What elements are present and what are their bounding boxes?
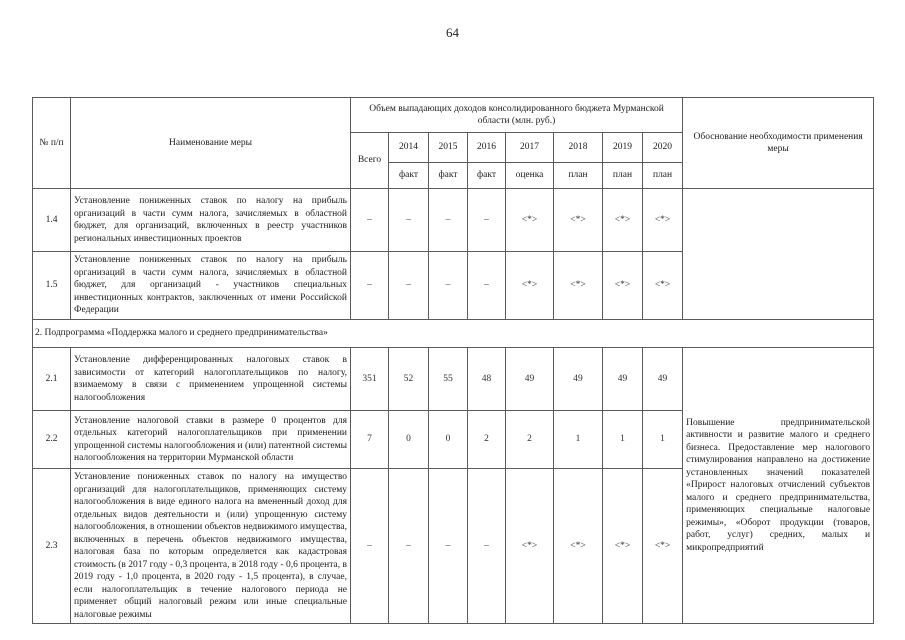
value-cell: 0: [429, 411, 468, 469]
value-cell: <*>: [643, 252, 683, 320]
value-cell: –: [351, 252, 389, 320]
value-cell: <*>: [603, 252, 643, 320]
value-cell: –: [351, 469, 389, 624]
row-number: 1.4: [33, 189, 71, 252]
header-year: 2017: [506, 133, 554, 163]
justification-cell-empty: [683, 189, 874, 320]
value-cell: <*>: [643, 469, 683, 624]
justification-text: Повышение предпринимательской активности и развитие малого и среднего бизнеса. Предоставление мер налогового стимулирования направлено на достижение установленных значений показателей «Прирост налоговых отчислений субъектов малого и среднего предпринимательства, применяющих специальные налоговые режимы», «Оборот продукции (товаров, работ, услуг) средних, малых и микропредприятий: [683, 348, 874, 624]
value-cell: 49: [506, 348, 554, 411]
value-cell: <*>: [506, 189, 554, 252]
header-year-type: факт: [429, 163, 468, 189]
value-cell: –: [389, 469, 429, 624]
table-row: [33, 189, 874, 252]
section-row: [33, 320, 874, 348]
header-year: 2015: [429, 133, 468, 163]
value-cell: 1: [603, 411, 643, 469]
value-cell: 2: [506, 411, 554, 469]
header-col-num: № п/п: [33, 98, 71, 189]
value-cell: –: [389, 252, 429, 320]
value-cell: 55: [429, 348, 468, 411]
value-cell: –: [468, 469, 506, 624]
value-cell: 49: [643, 348, 683, 411]
value-cell: –: [429, 469, 468, 624]
value-cell: <*>: [554, 189, 603, 252]
row-number: 1.5: [33, 252, 71, 320]
measure-name: Установление пониженных ставок по налогу на прибыль организаций в части сумм налога, зачисляемых в областной бюджет, для организаций - участников специальных инвестиционных контрактов, заключенных от имени Российской Федерации: [71, 252, 351, 320]
value-cell: 48: [468, 348, 506, 411]
value-cell: –: [468, 252, 506, 320]
header-year: 2018: [554, 133, 603, 163]
measures-table: [32, 97, 874, 624]
measure-name: Установление налоговой ставки в размере 0 процентов для отдельных категорий налогоплательщиков при применении упрощенной системы налогообложения и (или) патентной системы налогообложения на территории Мурманской области: [71, 411, 351, 469]
value-cell: –: [429, 189, 468, 252]
value-cell: 52: [389, 348, 429, 411]
value-cell: 1: [554, 411, 603, 469]
measure-name: Установление дифференцированных налоговых ставок в зависимости от категорий налогоплательщиков по налогу, взимаемому в связи с применением упрощенной системы налогообложения: [71, 348, 351, 411]
value-cell: 49: [603, 348, 643, 411]
header-year: 2016: [468, 133, 506, 163]
measure-name: Установление пониженных ставок по налогу на имущество организаций для налогоплательщиков, применяющих систему налогообложения в виде единого налога на вмененный доход для отдельных видов деятельности и (или) упрощенную систему налогообложения, в отношении объектов недвижимого имущества, включенных в перечень объектов недвижимого имущества, налоговая база по которым определяется как кадастровая стоимость (в 2017 году - 0,3 процента, в 2018 году - 0,6 процента, в 2019 году - 1,0 процента, в 2020 году - 1,5 процента), в случае, если налогоплательщик в течение налогового периода не применяет общий налоговый режим или иные специальные налоговые режимы: [71, 469, 351, 624]
header-col-total: Всего: [351, 133, 389, 189]
value-cell: –: [468, 189, 506, 252]
value-cell: <*>: [554, 469, 603, 624]
value-cell: –: [351, 189, 389, 252]
value-cell: 351: [351, 348, 389, 411]
value-cell: <*>: [554, 252, 603, 320]
value-cell: <*>: [506, 469, 554, 624]
value-cell: 7: [351, 411, 389, 469]
value-cell: <*>: [643, 189, 683, 252]
table-row: [33, 348, 874, 411]
header-year-type: план: [603, 163, 643, 189]
header-year-type: план: [643, 163, 683, 189]
value-cell: <*>: [603, 189, 643, 252]
value-cell: <*>: [603, 469, 643, 624]
page-number: 64: [446, 25, 459, 40]
header-year-type: факт: [389, 163, 429, 189]
value-cell: –: [429, 252, 468, 320]
measure-name: Установление пониженных ставок по налогу на прибыль организаций в части сумм налога, зачисляемых в областной бюджет, для организаций, включенных в реестр участников региональных инвестиционных проектов: [71, 189, 351, 252]
header-col-volume: Объем выпадающих доходов консолидированного бюджета Мурманской области (млн. руб.): [351, 98, 683, 133]
header-year: 2019: [603, 133, 643, 163]
value-cell: 2: [468, 411, 506, 469]
value-cell: 1: [643, 411, 683, 469]
header-year: 2014: [389, 133, 429, 163]
header-year-type: оценка: [506, 163, 554, 189]
header-col-name: Наименование меры: [71, 98, 351, 189]
section-label: 2. Подпрограмма «Поддержка малого и среднего предпринимательства»: [33, 320, 874, 348]
header-col-justification: Обоснование необходимости применения меры: [683, 98, 874, 189]
header-year: 2020: [643, 133, 683, 163]
row-number: 2.3: [33, 469, 71, 624]
value-cell: 49: [554, 348, 603, 411]
value-cell: 0: [389, 411, 429, 469]
row-number: 2.2: [33, 411, 71, 469]
header-year-type: план: [554, 163, 603, 189]
row-number: 2.1: [33, 348, 71, 411]
value-cell: <*>: [506, 252, 554, 320]
value-cell: –: [389, 189, 429, 252]
header-year-type: факт: [468, 163, 506, 189]
